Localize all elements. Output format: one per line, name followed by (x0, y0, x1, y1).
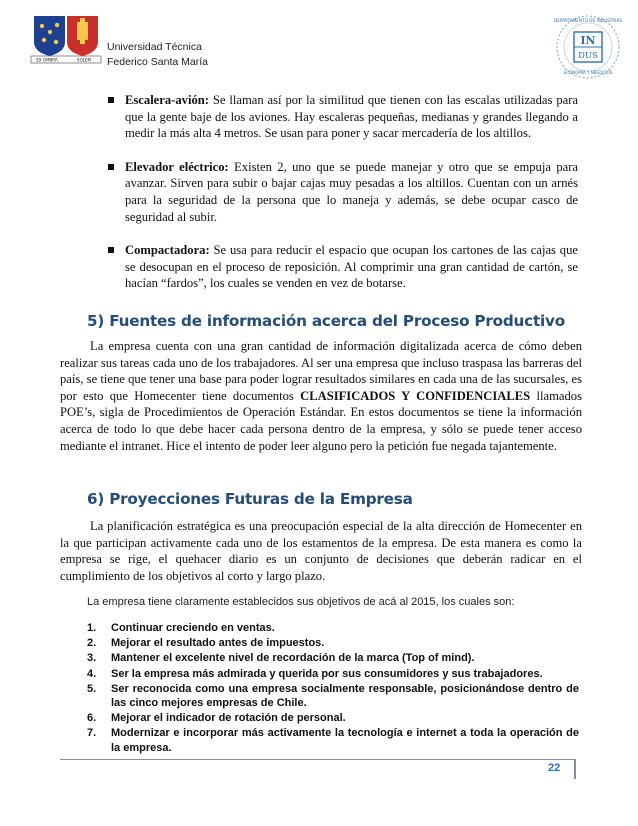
goal-item (87, 667, 579, 681)
bullet-text: Existen 2, uno que se puede manejar y otro que se empuja para avanzar. Sirven para subir o bajar cajas muy pesadas a los altillos. Cuentan con un arnés para la seguridad de la persona que lo maneja y además, se debe ocupar casco de seguridad al subir. (125, 159, 578, 224)
goal-text: Modernizar e incorporar más activamente la tecnología e internet a toda la operación de la empresa. (111, 727, 579, 754)
square-bullet-icon (108, 247, 114, 253)
bullet-item (108, 92, 578, 142)
goal-text: Ser la empresa más admirada y querida por sus consumidores y sus trabajadores. (111, 667, 543, 680)
university-line-2: Federico Santa María (107, 56, 208, 68)
university-name (107, 40, 208, 70)
page-number: 22 (548, 762, 561, 774)
dept-badge-sub: ECONOMÍA Y NEGOCIOS (563, 70, 613, 75)
goal-number: 4. (87, 667, 97, 680)
goal-item (87, 682, 579, 710)
university-line-1: Universidad Técnica (107, 41, 202, 53)
goal-number: 3. (87, 652, 97, 665)
footer-rule (60, 759, 575, 760)
bullet-term: Escalera-avión: (125, 93, 209, 107)
goal-item (87, 726, 579, 754)
goals-list (87, 621, 579, 756)
goal-text: Ser reconocida como una empresa socialmente responsable, posicionándose dentro de las cinco mejores empresas de Chile. (111, 682, 579, 710)
section-5-text-before: La empresa cuenta con una gran cantidad de información digitalizada acerca de cómo deben realizar sus tareas cada uno de los trabajadores. Al ser una empresa que incluso traspasa las barreras del país, se tiene que tener una base para poder lograr resultados similares en cada una de las sucursales, es por esto que Homecenter tiene documentos (60, 339, 582, 403)
goal-item (87, 636, 579, 650)
equipment-bullet-list (108, 92, 578, 309)
logo-motto-left: EX OMBRA (36, 57, 58, 63)
goal-text: Mejorar el resultado antes de impuestos. (111, 637, 325, 650)
university-crest-logo (30, 12, 102, 64)
square-bullet-icon (108, 164, 114, 170)
section-6-paragraph (60, 518, 582, 584)
dept-badge-label: DEPARTAMENTO DE INDUSTRIAS (553, 18, 623, 23)
goal-text: Mantener el excelente nivel de recordación de la marca (Top of mind). (111, 652, 475, 665)
section-5-text-bold: CLASIFICADOS Y CONFIDENCIALES (300, 388, 531, 403)
bullet-text: Se usa para reducir el espacio que ocupan los cartones de las cajas que se desocupan en el proceso de reposición. Al comprimir una gran cantidad de cartón, se hacían “fardos”, los cuales se venden en vez de botarse. (125, 243, 578, 291)
bullet-item (108, 159, 578, 225)
section-5-heading: 5) Fuentes de información acerca del Proceso Productivo (87, 312, 565, 330)
square-bullet-icon (108, 97, 114, 103)
goal-item (87, 621, 579, 635)
section-6-heading: 6) Proyecciones Futuras de la Empresa (87, 490, 413, 508)
footer-tick (574, 759, 576, 779)
department-industrias-badge (552, 14, 624, 80)
bullet-item (108, 242, 578, 292)
goal-number: 7. (87, 727, 97, 740)
goals-intro: La empresa tiene claramente establecidos sus objetivos de acá al 2015, los cuales son: (87, 596, 515, 608)
goal-text: Mejorar el indicador de rotación de personal. (111, 712, 346, 725)
svg-text:IN: IN (580, 34, 596, 47)
section-6-text: La planificación estratégica es una preocupación especial de la alta dirección de Homecenter en la que participan activamente cada uno de los estamentos de la empresa. De esta manera es como la empresa se rige, el quehacer diario es un conjunto de decisiones que deberán radicar en el cumplimiento de los objetivos al corto y largo plazo. (60, 519, 582, 583)
svg-text:DUS: DUS (578, 51, 598, 61)
bullet-term: Compactadora: (125, 243, 210, 258)
logo-motto-right: SOLEM (77, 57, 91, 63)
section-5-text-after: llamados POE’s, sigla de Procedimientos de Operación Estándar. En estos documentos se tiene la información acerca de todo lo que debe hacer cada persona dentro de la empresa, y sólo se puede tener acceso mediante el intranet. Hice el intento de poder leer alguno pero la petición fue negada tajantemente. (60, 388, 582, 453)
bullet-text: Se llaman así por la similitud que tienen con las escalas utilizadas para que la gente baje de los aviones. Hay escaleras pequeñas, medianas y grandes llegando a medir la más alta 4 metros. Se usan para poner y sacar mercadería de los altillos. (125, 93, 578, 141)
bullet-term: Elevador eléctrico: (125, 159, 229, 174)
goal-number: 2. (87, 637, 97, 650)
goal-item (87, 711, 579, 725)
goal-number: 5. (87, 682, 97, 695)
goal-number: 1. (87, 622, 97, 634)
goal-item (87, 651, 579, 665)
goal-number: 6. (87, 712, 97, 725)
section-5-paragraph (60, 338, 582, 454)
goal-text: Continuar creciendo en ventas. (111, 622, 275, 634)
